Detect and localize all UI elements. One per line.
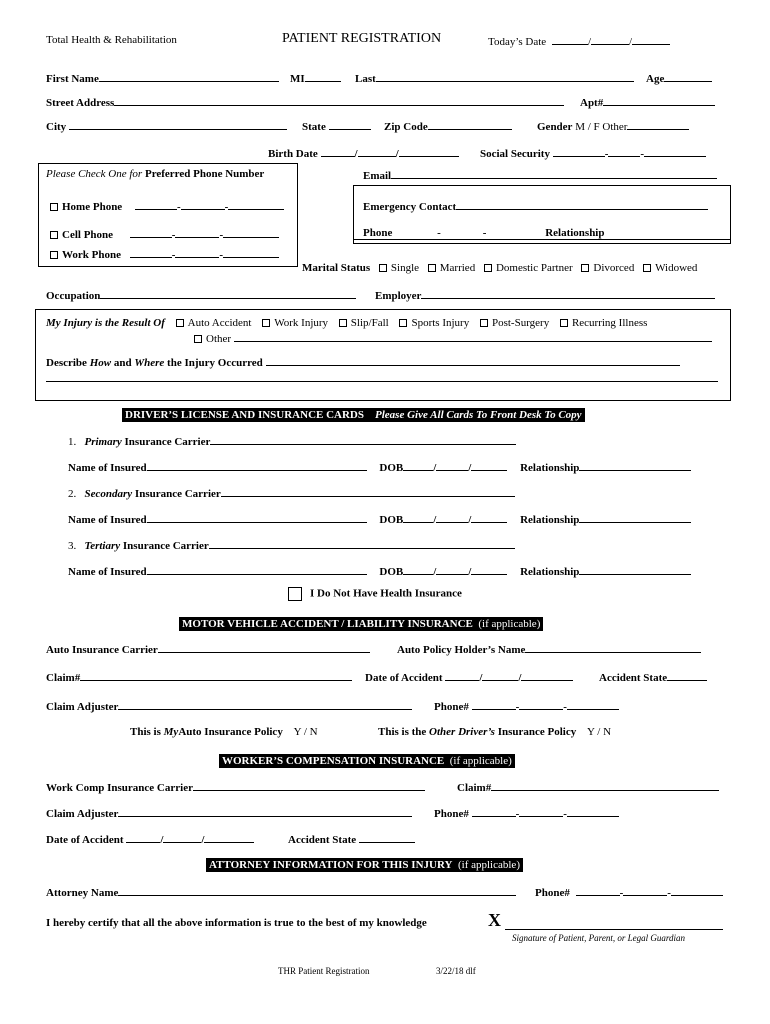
marital-option-domestic-partner[interactable]: Domestic Partner: [484, 262, 573, 274]
no-insurance-checkbox[interactable]: [288, 587, 302, 601]
work-phone-row[interactable]: Work Phone - -: [50, 247, 279, 261]
age-label: Age: [646, 73, 665, 85]
city-field[interactable]: [46, 119, 287, 133]
work-phone-label: Work Phone: [62, 249, 121, 261]
state-label: State: [302, 121, 326, 133]
injury-option-post-surgery[interactable]: Post-Surgery: [480, 317, 549, 329]
injury-describe-field[interactable]: Describe How and Where the Injury Occurred: [46, 355, 680, 369]
apt-label: Apt#: [580, 97, 604, 109]
injury-describe-line-2[interactable]: [46, 381, 718, 382]
city-label: City: [46, 121, 67, 133]
todays-date-label: Today’s Date: [488, 36, 547, 48]
secondary-insured-row[interactable]: Name of Insured DOB / / Relationship: [68, 512, 691, 526]
auto-adjuster-field[interactable]: Claim Adjuster: [46, 699, 412, 713]
cell-phone-row[interactable]: Cell Phone - -: [50, 227, 279, 241]
other-driver-policy-row[interactable]: This is the Other Driver’s Insurance Policy Y / N: [378, 726, 612, 738]
zip-field[interactable]: [384, 119, 512, 133]
tertiary-carrier-field[interactable]: 3. Tertiary Insurance Carrier: [68, 538, 515, 552]
marital-option-married[interactable]: Married: [428, 262, 475, 274]
auto-phone-field[interactable]: Phone# - -: [434, 699, 619, 713]
cell-phone-checkbox[interactable]: [50, 231, 58, 239]
motor-vehicle-banner: MOTOR VEHICLE ACCIDENT / LIABILITY INSURANCE (if applicable): [179, 617, 543, 631]
cell-phone-label: Cell Phone: [62, 229, 114, 241]
work-comp-claim-field[interactable]: Claim#: [457, 780, 719, 794]
auto-accident-state-field[interactable]: Accident State: [599, 670, 707, 684]
work-comp-accident-state-field[interactable]: Accident State: [288, 832, 415, 846]
page-title: PATIENT REGISTRATION: [282, 31, 442, 46]
mi-field[interactable]: [290, 71, 341, 85]
no-insurance-label: I Do Not Have Health Insurance: [310, 587, 462, 600]
employer-field[interactable]: [375, 288, 715, 302]
injury-label: My Injury is the Result Of: [46, 317, 165, 329]
work-phone-checkbox[interactable]: [50, 251, 58, 259]
ssn-field[interactable]: Social Security - -: [480, 146, 706, 160]
email-field[interactable]: [363, 168, 717, 182]
emergency-contact-field[interactable]: [363, 199, 708, 213]
signature-line[interactable]: [505, 929, 723, 930]
home-phone-checkbox[interactable]: [50, 203, 58, 211]
injury-option-auto[interactable]: Auto Accident: [176, 317, 252, 329]
home-phone-row[interactable]: Home Phone - -: [50, 199, 284, 213]
signature-x: X: [488, 910, 501, 930]
todays-date-field[interactable]: Today’s Date / /: [488, 34, 670, 48]
attorney-name-field[interactable]: Attorney Name: [46, 885, 516, 899]
injury-cause-row[interactable]: [46, 317, 647, 329]
first-name-label: First Name: [46, 73, 99, 85]
ssn-label: Social Security: [480, 148, 550, 160]
occupation-field[interactable]: [46, 288, 356, 302]
footer-version: 3/22/18 dlf: [436, 966, 476, 976]
zip-label: Zip Code: [384, 121, 428, 133]
my-policy-row[interactable]: This is MyAuto Insurance Policy Y / N: [130, 726, 318, 738]
injury-option-other[interactable]: Other: [194, 331, 712, 345]
secondary-carrier-field[interactable]: 2. Secondary Insurance Carrier: [68, 486, 515, 500]
email-label: Email: [363, 170, 392, 182]
state-field[interactable]: [302, 119, 371, 133]
last-name-field[interactable]: [355, 71, 634, 85]
marital-status-label: Marital Status: [302, 262, 371, 274]
emergency-phone-field[interactable]: Phone - - Relationship: [363, 227, 605, 239]
footer-doc-name: THR Patient Registration: [278, 966, 370, 976]
injury-option-slip-fall[interactable]: Slip/Fall: [339, 317, 389, 329]
injury-option-sports[interactable]: Sports Injury: [399, 317, 469, 329]
first-name-field[interactable]: [46, 71, 279, 85]
marital-option-widowed[interactable]: Widowed: [643, 262, 697, 274]
auto-claim-field[interactable]: Claim#: [46, 670, 352, 684]
emergency-relationship-label: Relationship: [545, 227, 605, 239]
signature-caption: Signature of Patient, Parent, or Legal Guardian: [512, 933, 685, 943]
birth-date-label: Birth Date: [268, 148, 318, 160]
emergency-contact-label: Emergency Contact: [363, 201, 457, 213]
workers-comp-banner: WORKER’S COMPENSATION INSURANCE (if applicable): [219, 754, 515, 768]
org-name: Total Health & Rehabilitation: [46, 34, 177, 46]
birth-date-field[interactable]: Birth Date / /: [268, 146, 459, 160]
phone-box-title: Please Check One for Preferred Phone Number: [46, 168, 265, 180]
emergency-phone-label: Phone: [363, 227, 393, 239]
gender-label: Gender: [537, 121, 573, 133]
work-comp-date-accident-field[interactable]: Date of Accident / /: [46, 832, 254, 846]
certification-text: I hereby certify that all the above information is true to the best of my knowledge: [46, 917, 427, 929]
gender-field[interactable]: [537, 119, 689, 133]
apt-field[interactable]: [580, 95, 715, 109]
home-phone-label: Home Phone: [62, 201, 123, 213]
work-comp-phone-field[interactable]: Phone# - -: [434, 806, 619, 820]
occupation-label: Occupation: [46, 290, 101, 302]
work-comp-carrier-field[interactable]: Work Comp Insurance Carrier: [46, 780, 425, 794]
insurance-banner: DRIVER’S LICENSE AND INSURANCE CARDS Please Give All Cards To Front Desk To Copy: [122, 408, 585, 422]
primary-insured-row[interactable]: Name of Insured DOB / / Relationship: [68, 460, 691, 474]
auto-date-accident-field[interactable]: Date of Accident / /: [365, 670, 573, 684]
employer-label: Employer: [375, 290, 422, 302]
mi-label: MI: [290, 73, 305, 85]
marital-status-row[interactable]: [302, 262, 697, 274]
attorney-phone-field[interactable]: Phone# - -: [535, 885, 723, 899]
no-insurance-row[interactable]: [288, 587, 462, 601]
marital-option-divorced[interactable]: Divorced: [581, 262, 634, 274]
age-field[interactable]: [646, 71, 712, 85]
attorney-banner: ATTORNEY INFORMATION FOR THIS INJURY (if applicable): [206, 858, 523, 872]
primary-carrier-field[interactable]: 1. Primary Insurance Carrier: [68, 434, 516, 448]
auto-holder-field[interactable]: Auto Policy Holder’s Name: [397, 642, 701, 656]
street-field[interactable]: [46, 95, 564, 109]
work-comp-adjuster-field[interactable]: Claim Adjuster: [46, 806, 412, 820]
injury-option-recurring[interactable]: Recurring Illness: [560, 317, 647, 329]
tertiary-insured-row[interactable]: Name of Insured DOB / / Relationship: [68, 564, 691, 578]
gender-options: M / F Other: [575, 121, 628, 133]
marital-option-single[interactable]: Single: [379, 262, 419, 274]
street-label: Street Address: [46, 97, 115, 109]
last-name-label: Last: [355, 73, 376, 85]
auto-carrier-field[interactable]: Auto Insurance Carrier: [46, 642, 370, 656]
injury-option-work[interactable]: Work Injury: [262, 317, 328, 329]
